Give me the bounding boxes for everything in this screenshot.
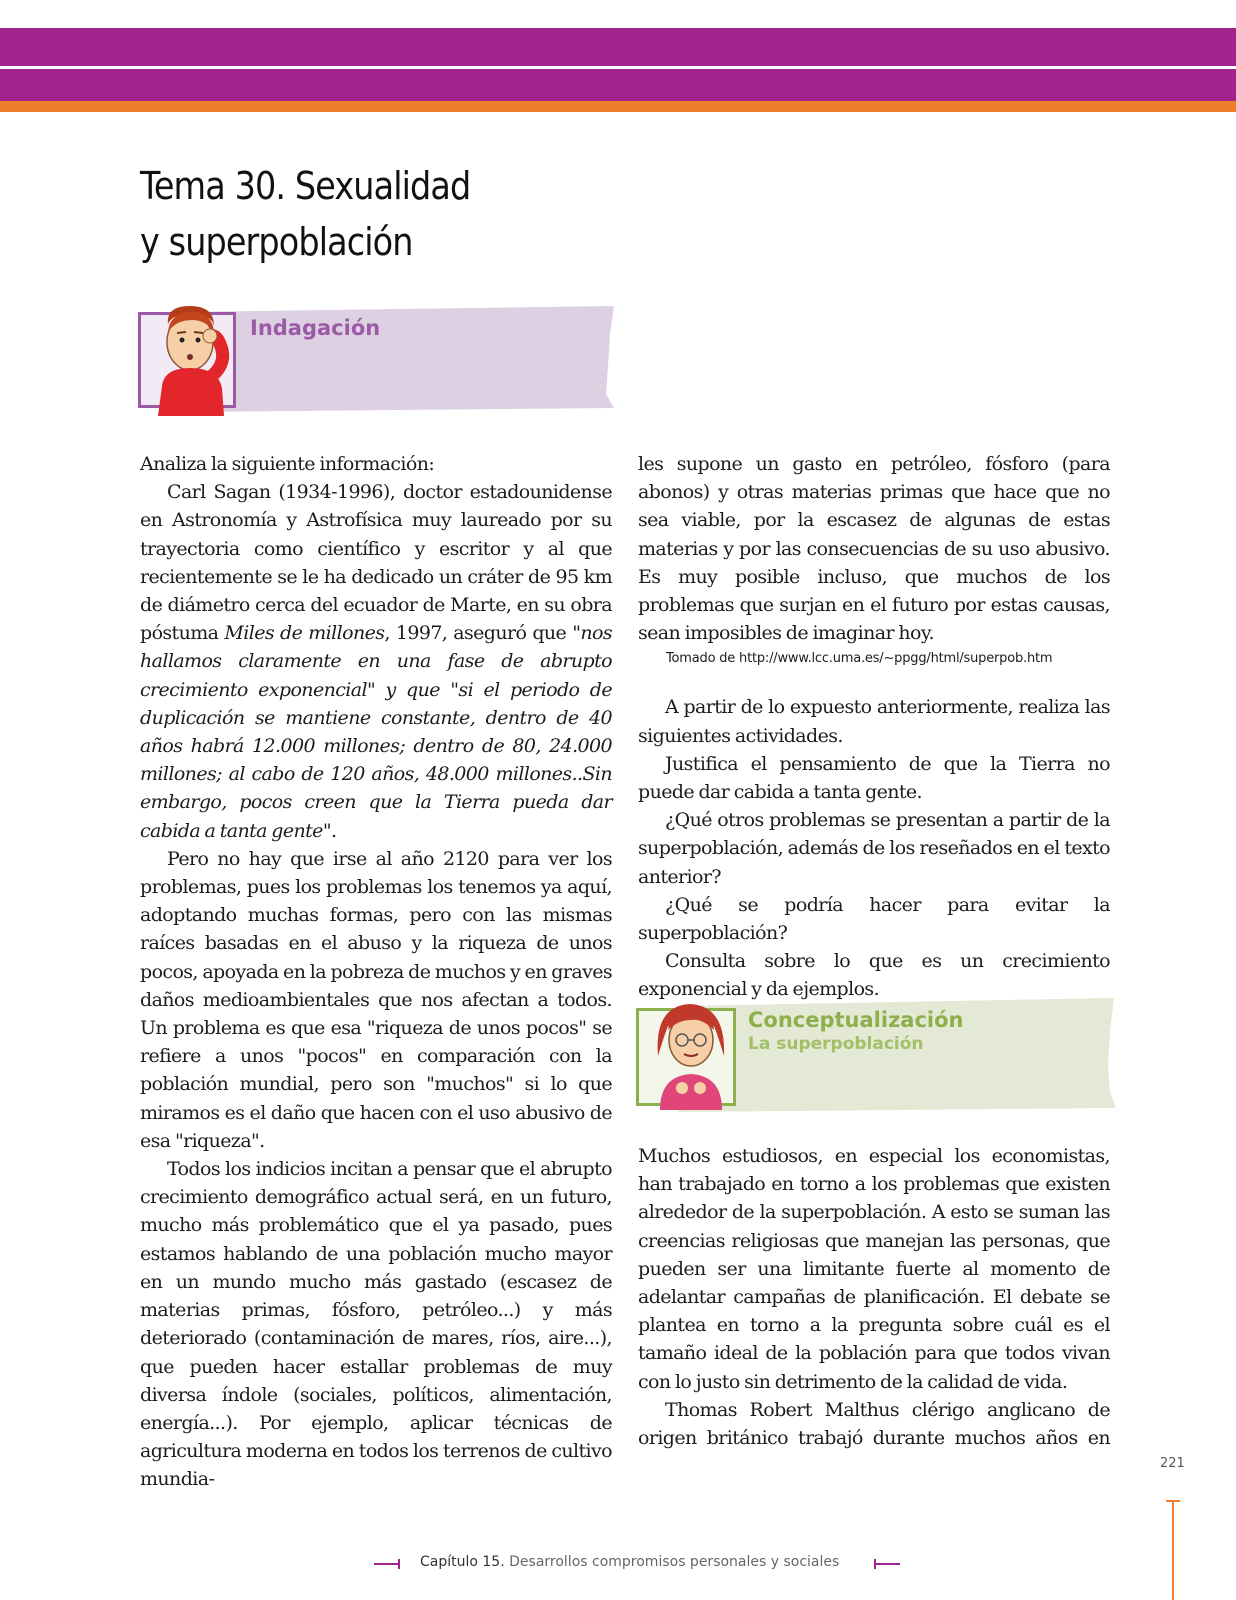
boy-thinking-icon xyxy=(148,302,238,416)
indagacion-brush-background xyxy=(178,304,618,414)
problems-paragraph: Pero no hay que irse al año 2120 para ver los problemas, pues los problemas los tenemos ya aquí, adoptando muchas formas, pero con las mismas raíces basadas en el abuso y la riqueza de unos pocos, apoyada en la pobreza de muchos y en graves daños medioambientales que nos afectan a todos. Un problema es que esa "riqueza de unos pocos" se refiere a unos "pocos" en comparación con la población mundial, pero son "muchos" si lo que miramos es el daño que hacen con el uso abusivo de esa "riqueza". xyxy=(140,847,612,1152)
header-band xyxy=(0,28,1236,66)
activity-4: Consulta sobre lo que es un crecimiento exponencial y da ejemplos. xyxy=(638,950,1110,1001)
source-citation: Tomado de http://www.lcc.uma.es/~ppgg/html/superpob.htm xyxy=(666,651,1053,667)
header-band-lower xyxy=(0,69,1236,101)
page-title xyxy=(140,158,470,270)
footer-text xyxy=(420,1554,839,1570)
footer-right-tick xyxy=(874,1563,900,1565)
sagan-text-c: ". xyxy=(322,819,337,842)
activity-2: ¿Qué otros problemas se presentan a partir de la superpoblación, además de los reseñados en el texto anterior? xyxy=(638,809,1110,888)
continuation-paragraph: les supone un gasto en petróleo, fósforo (para abonos) y otras materias primas que hace que no sea viable, por la escasez de algunas de estas materias y por las consecuencias de su uso abusivo. Es muy posible incluso, que muchos de los problemas que surjan en el futuro por estas causas, sean imposibles de imaginar hoy. xyxy=(638,453,1110,645)
footer xyxy=(374,1554,894,1574)
right-column-lower xyxy=(638,1142,1110,1452)
right-column-upper xyxy=(638,450,1110,1004)
activities-intro: A partir de lo expuesto anteriormente, realiza las siguientes actividades. xyxy=(638,696,1110,747)
conceptualizacion-title: Conceptualización xyxy=(748,1008,964,1032)
header-accent-stripe xyxy=(0,101,1236,112)
page-marker-line xyxy=(1172,1500,1174,1600)
title-line-2: y superpoblación xyxy=(140,220,413,264)
conceptualizacion-paragraph: Muchos estudiosos, en especial los economistas, han trabajado en torno a los problemas que existen alrededor de la superpoblación. A esto se suman las creencias religiosas que manejan las personas, que pueden ser una limitante fuerte al momento de adelantar campañas de planificación. El debate se plantea en torno a la pregunta sobre cuál es el tamaño ideal de la población para que todos vivan con lo justo sin detrimento de la calidad de vida. xyxy=(638,1145,1110,1393)
indicios-paragraph: Todos los indicios incitan a pensar que el abrupto crecimiento demográfico actual será, en un futuro, mucho más problemático que el ya pasado, pues estamos hablando de una población mucho mayor en un mundo mucho más gastado (escasez de materias primas, fósforo, petróleo...) y más deteriorado (contaminación de mares, ríos, aire...), que pueden hacer estallar problemas de muy diversa índole (sociales, políticos, alimentación, energía...). Por ejemplo, aplicar técnicas de agricultura moderna en todos los terrenos de cultivo mundia- xyxy=(140,1158,612,1491)
footer-left-tick xyxy=(374,1563,400,1565)
indagacion-title: Indagación xyxy=(250,316,381,340)
malthus-paragraph: Thomas Robert Malthus clérigo anglicano de origen británico trabajó durante muchos años en xyxy=(638,1398,1110,1450)
book-title: Miles de millones xyxy=(224,622,385,645)
title-line-1: Tema 30. Sexualidad xyxy=(140,164,471,208)
sagan-text-a: Carl Sagan (1934-1996), doctor estadounidense en Astronomía y Astrofísica muy laureado por su trayectoria como científico y escritor y al que recientemente se le ha dedicado un cráter de 95 km de diámetro cerca del ecuador de Marte, en su obra póstuma xyxy=(140,481,612,645)
activity-3: ¿Qué se podría hacer para evitar la superpoblación? xyxy=(638,893,1110,945)
intro-text: Analiza la siguiente información: xyxy=(140,453,435,475)
activity-1: Justifica el pensamiento de que la Tierra no puede dar cabida a tanta gente. xyxy=(638,752,1110,804)
left-column xyxy=(140,450,612,1494)
girl-icon xyxy=(648,996,734,1110)
indagacion-banner xyxy=(138,300,618,416)
footer-chapter-title: Desarrollos compromisos personales y sociales xyxy=(509,1554,840,1570)
conceptualizacion-banner xyxy=(636,994,1118,1116)
conceptualizacion-subtitle: La superpoblación xyxy=(748,1034,924,1054)
footer-chapter: Capítulo 15. xyxy=(420,1554,505,1570)
sagan-quote: nos hallamos claramente en una fase de abrupto crecimiento exponencial" y que "si el periodo de duplicación se mantiene constante, dentro de 40 años habrá 12.000 millones; dentro de 80, 24.000 millones; al cabo de 120 años, 48.000 millones..Sin embargo, pocos creen que la Tierra pueda dar cabida a tanta gente xyxy=(140,622,612,842)
sagan-paragraph xyxy=(140,478,612,845)
page-number: 221 xyxy=(1160,1456,1185,1471)
sagan-text-b: , 1997, aseguró que " xyxy=(384,622,581,645)
